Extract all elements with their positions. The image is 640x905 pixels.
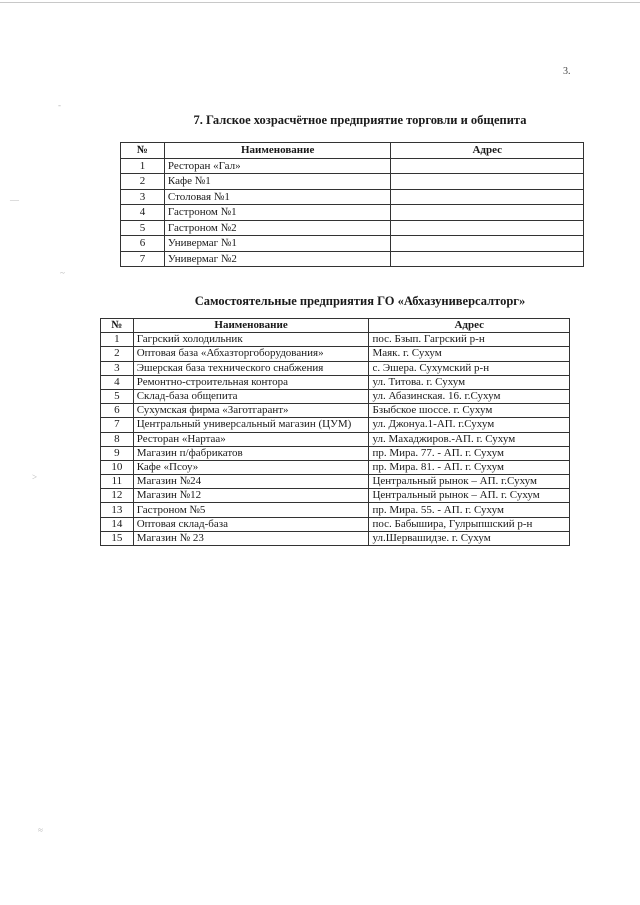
table-row [101, 432, 570, 446]
scan-artifact: ≈ [38, 825, 43, 835]
cell-number: 15 [101, 531, 134, 545]
cell-number: 7 [101, 418, 134, 432]
cell-address: пос. Бабышира, Гулрыпшский р-н [369, 517, 570, 531]
cell-number: 6 [101, 404, 134, 418]
cell-number: 3 [121, 189, 165, 205]
cell-number: 8 [101, 432, 134, 446]
cell-address [391, 251, 584, 267]
table-row [121, 174, 584, 190]
cell-number: 12 [101, 489, 134, 503]
cell-number: 5 [121, 220, 165, 236]
cell-address [391, 236, 584, 252]
cell-address: пос. Бзып. Гагрский р-н [369, 333, 570, 347]
cell-address: ул.Шервашидзе. г. Сухум [369, 531, 570, 545]
cell-address: ул. Титова. г. Сухум [369, 375, 570, 389]
cell-name: Гастроном №5 [133, 503, 369, 517]
cell-address: Бзыбское шоссе. г. Сухум [369, 404, 570, 418]
cell-address: пр. Мира. 55. - АП. г. Сухум [369, 503, 570, 517]
cell-address [391, 205, 584, 221]
cell-number: 9 [101, 446, 134, 460]
table-row [121, 189, 584, 205]
cell-name: Склад-база общепита [133, 389, 369, 403]
cell-name: Ресторан «Нартаа» [133, 432, 369, 446]
cell-address [391, 174, 584, 190]
cell-address: ул. Джонуа.1-АП. г.Сухум [369, 418, 570, 432]
cell-address: пр. Мира. 81. - АП. г. Сухум [369, 460, 570, 474]
cell-address: Центральный рынок – АП. г. Сухум [369, 489, 570, 503]
cell-number: 1 [101, 333, 134, 347]
cell-name: Ресторан «Гал» [164, 158, 391, 174]
cell-name: Гастроном №1 [164, 205, 391, 221]
cell-name: Центральный универсальный магазин (ЦУМ) [133, 418, 369, 432]
cell-name: Магазин № 23 [133, 531, 369, 545]
cell-name: Универмаг №1 [164, 236, 391, 252]
cell-number: 7 [121, 251, 165, 267]
cell-name: Оптовая база «Абхазторгоборудования» [133, 347, 369, 361]
cell-name: Магазин №24 [133, 475, 369, 489]
cell-name: Кафе №1 [164, 174, 391, 190]
table-row [121, 236, 584, 252]
cell-address: ул. Махаджиров.-АП. г. Сухум [369, 432, 570, 446]
table-row [101, 404, 570, 418]
table-row [101, 333, 570, 347]
cell-address: ул. Абазинская. 16. г.Сухум [369, 389, 570, 403]
scan-artifact: — [10, 195, 19, 205]
cell-address: пр. Мира. 77. - АП. г. Сухум [369, 446, 570, 460]
column-header-name: Наименование [133, 319, 369, 333]
cell-number: 10 [101, 460, 134, 474]
table-header-row [101, 319, 570, 333]
table-row [101, 503, 570, 517]
scan-artifact: > [32, 472, 38, 482]
section2-table [100, 318, 570, 546]
cell-number: 6 [121, 236, 165, 252]
column-header-number: № [121, 143, 165, 159]
table-header-row [121, 143, 584, 159]
cell-address: с. Эшера. Сухумский р-н [369, 361, 570, 375]
table-row [101, 460, 570, 474]
table-row [121, 251, 584, 267]
column-header-address: Адрес [369, 319, 570, 333]
cell-number: 2 [121, 174, 165, 190]
section1-title: 7. Галское хозрасчётное предприятие торговли и общепита [193, 113, 527, 127]
cell-number: 4 [101, 375, 134, 389]
table-row [121, 205, 584, 221]
table-row [101, 375, 570, 389]
cell-name: Магазин п/фабрикатов [133, 446, 369, 460]
cell-address: Центральный рынок – АП. г.Сухум [369, 475, 570, 489]
section2-title: Самостоятельные предприятия ГО «Абхазуниверсалторг» [194, 294, 526, 308]
section1-table [120, 142, 584, 267]
cell-number: 13 [101, 503, 134, 517]
scan-top-edge [0, 2, 640, 3]
cell-number: 3 [101, 361, 134, 375]
cell-number: 11 [101, 475, 134, 489]
cell-number: 5 [101, 389, 134, 403]
cell-name: Магазин №12 [133, 489, 369, 503]
cell-number: 4 [121, 205, 165, 221]
table-row [101, 361, 570, 375]
cell-address [391, 158, 584, 174]
table-row [121, 220, 584, 236]
column-header-name: Наименование [164, 143, 391, 159]
cell-name: Гагрский холодильник [133, 333, 369, 347]
cell-address [391, 189, 584, 205]
table-row [101, 489, 570, 503]
column-header-address: Адрес [391, 143, 584, 159]
cell-name: Универмаг №2 [164, 251, 391, 267]
cell-number: 2 [101, 347, 134, 361]
cell-name: Оптовая склад-база [133, 517, 369, 531]
cell-name: Сухумская фирма «Заготгарант» [133, 404, 369, 418]
table-row [101, 517, 570, 531]
cell-address: Маяк. г. Сухум [369, 347, 570, 361]
page-number: 3. [563, 66, 571, 77]
cell-name: Ремонтно-строительная контора [133, 375, 369, 389]
cell-name: Гастроном №2 [164, 220, 391, 236]
table-row [121, 158, 584, 174]
cell-name: Эшерская база технического снабжения [133, 361, 369, 375]
table-row [101, 446, 570, 460]
table-row [101, 389, 570, 403]
cell-number: 14 [101, 517, 134, 531]
scan-artifact: ~ [60, 268, 65, 278]
table-row [101, 475, 570, 489]
table-row [101, 347, 570, 361]
table-row [101, 418, 570, 432]
cell-name: Столовая №1 [164, 189, 391, 205]
cell-address [391, 220, 584, 236]
table-row [101, 531, 570, 545]
scan-artifact: - [58, 100, 61, 110]
column-header-number: № [101, 319, 134, 333]
cell-name: Кафе «Псоу» [133, 460, 369, 474]
cell-number: 1 [121, 158, 165, 174]
